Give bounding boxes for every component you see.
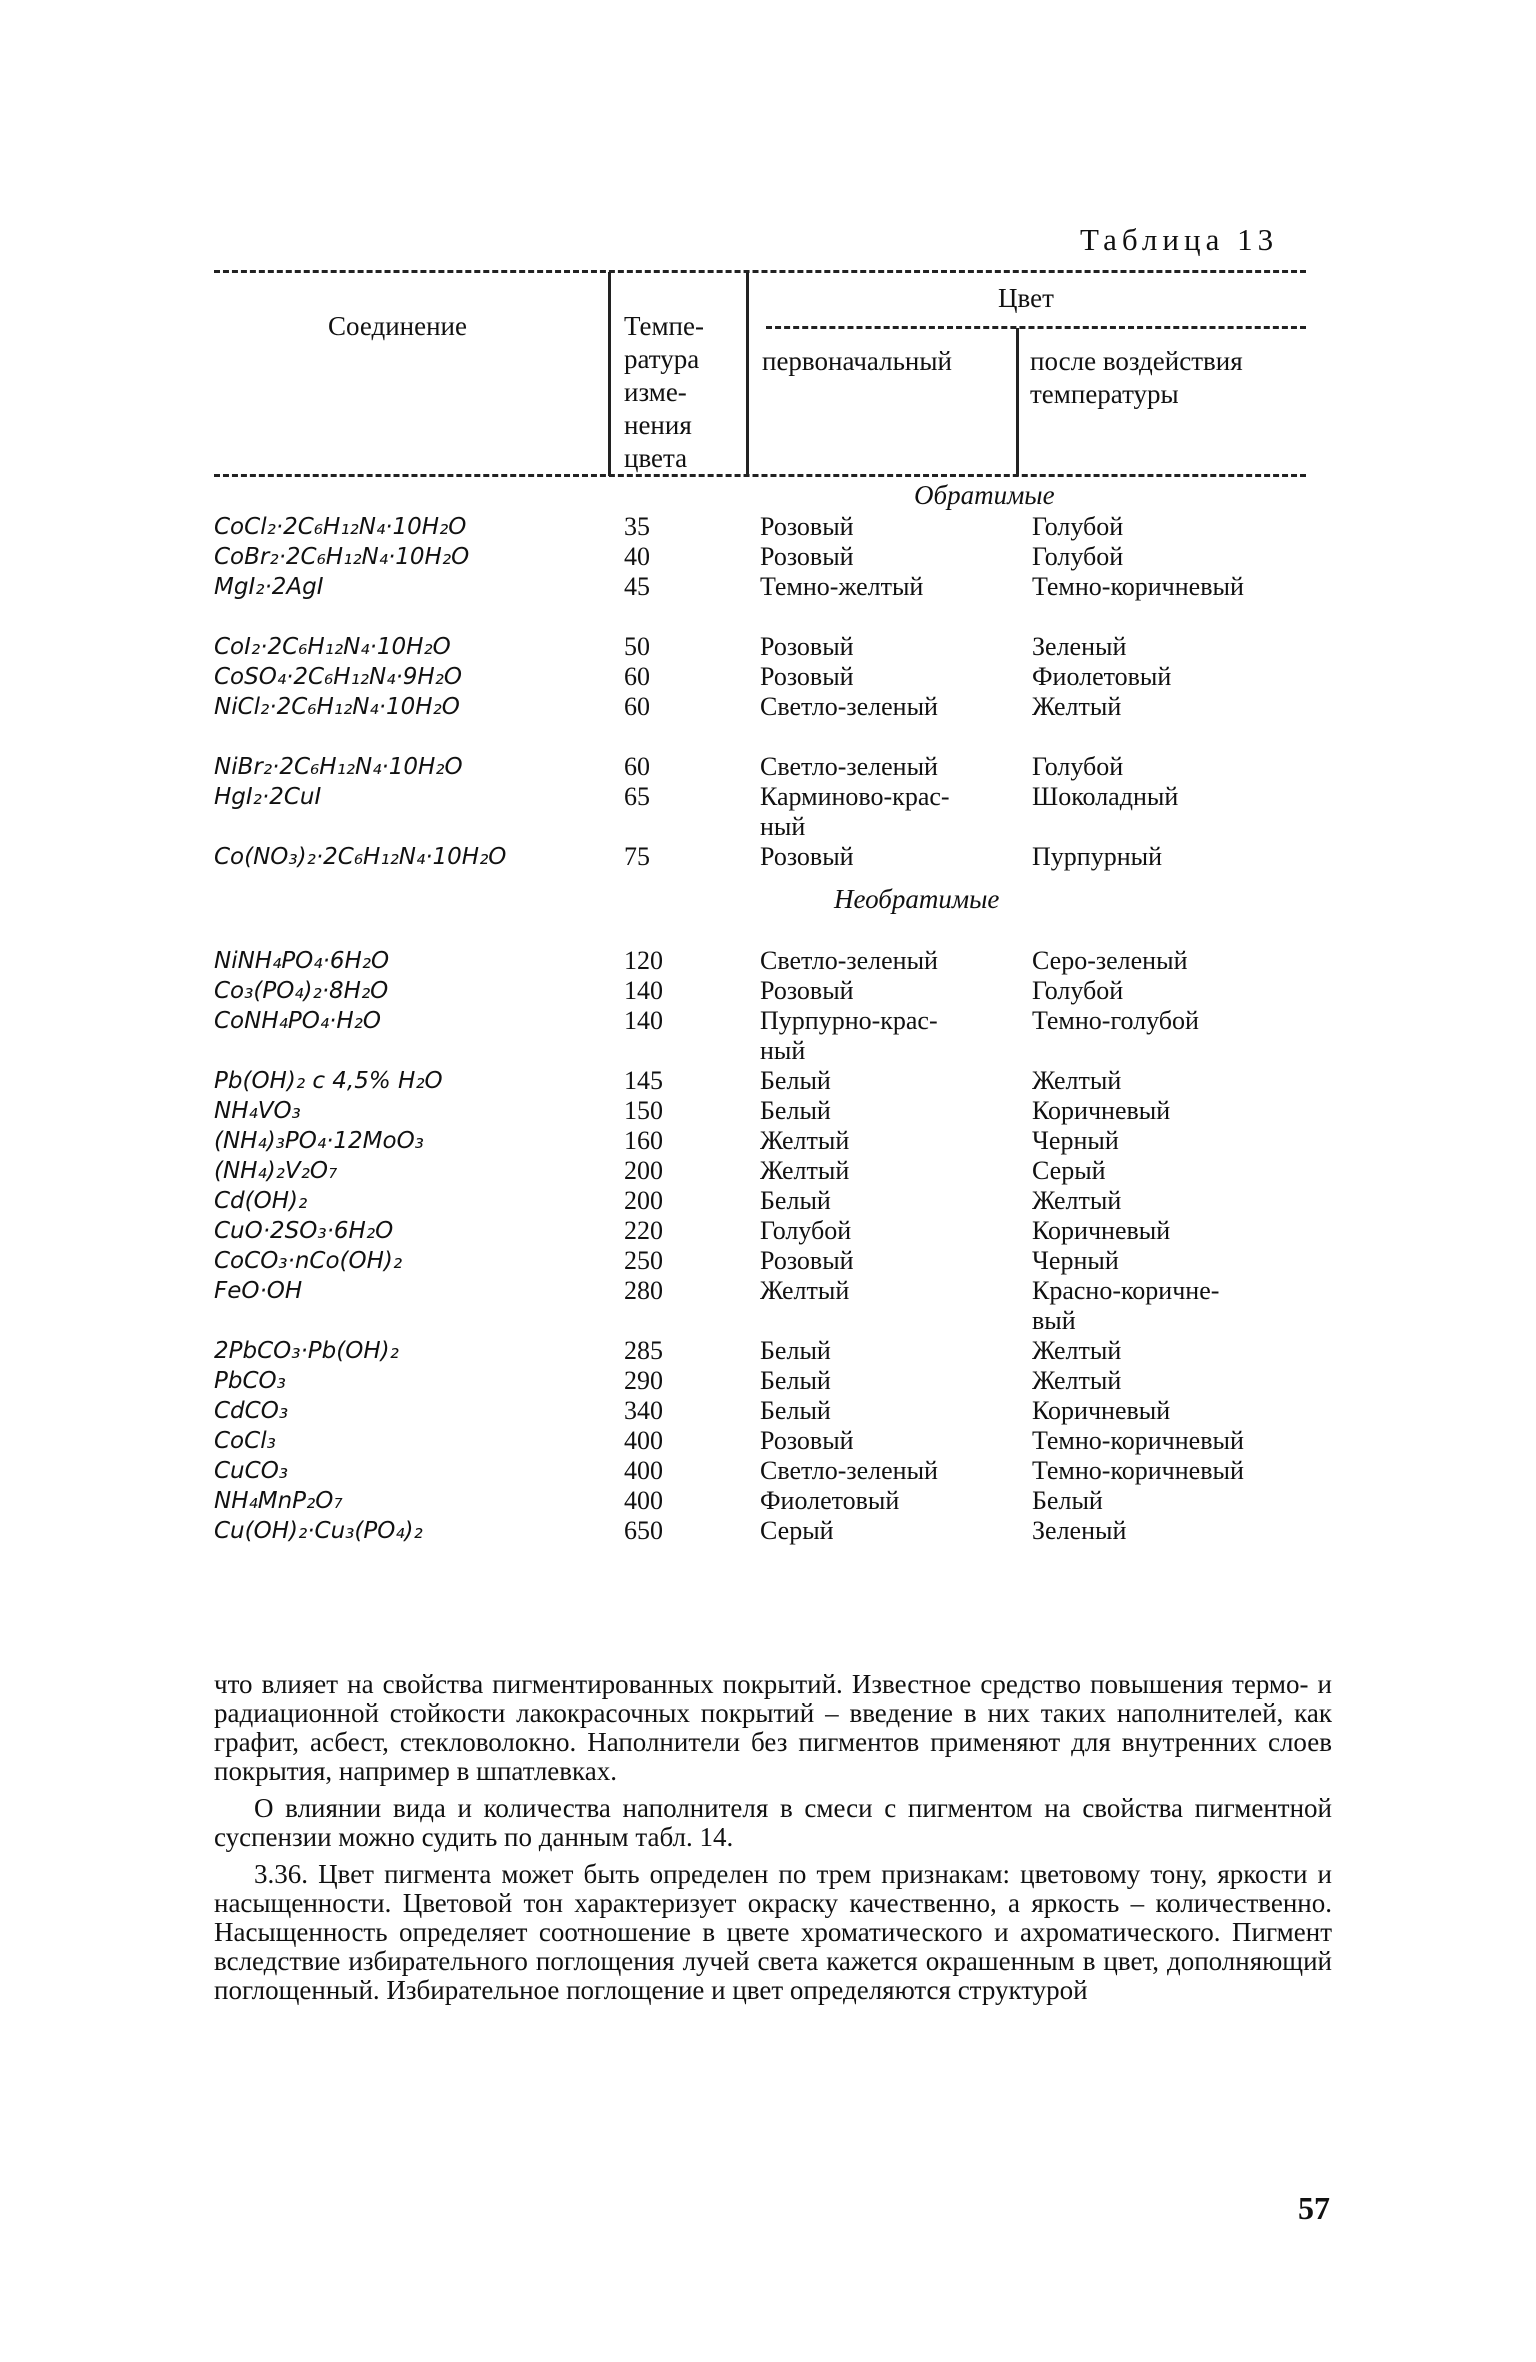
temperature-cell: 35 xyxy=(624,512,650,541)
row-gap xyxy=(214,722,1314,752)
compound-cell: NiNH₄PO₄·6H₂O xyxy=(214,948,390,974)
after-color-cell: Темно-коричневый xyxy=(1032,1426,1244,1455)
initial-color-cell: Белый xyxy=(760,1186,831,1215)
temperature-cell: 400 xyxy=(624,1456,663,1485)
group-title xyxy=(214,884,1314,916)
initial-color-cell: ный xyxy=(760,1036,806,1065)
compound-cell: CuCO₃ xyxy=(214,1458,289,1484)
temperature-cell: 65 xyxy=(624,782,650,811)
compound-cell: NH₄MnP₂O₇ xyxy=(214,1488,343,1514)
table-row xyxy=(214,1396,1314,1426)
table-row xyxy=(214,752,1314,782)
after-color-cell: Коричневый xyxy=(1032,1216,1171,1245)
initial-color-cell: Светло-зеленый xyxy=(760,1456,938,1485)
compound-cell: Cd(OH)₂ xyxy=(214,1188,308,1214)
column-divider-1 xyxy=(608,272,611,476)
table-row xyxy=(214,1126,1314,1156)
initial-color-cell: Темно-желтый xyxy=(760,572,924,601)
temperature-cell: 60 xyxy=(624,662,650,691)
temperature-cell: 650 xyxy=(624,1516,663,1545)
temperature-cell: 290 xyxy=(624,1366,663,1395)
compound-cell: CoCl₃ xyxy=(214,1428,276,1454)
compound-cell: FeO·OH xyxy=(214,1278,303,1304)
header-temperature: Темпе- ратура изме- нения цвета xyxy=(624,311,704,473)
compound-cell: CoCO₃·nCo(OH)₂ xyxy=(214,1248,403,1274)
paragraph: 3.36. Цвет пигмента может быть определен по трем признакам: цветовому тону, яркости и насыщенности. Цветовой тон характеризует окраску качественно, а яркость – количественно. Насыщенность определяет соотношение в цвете хроматического и ахроматического. Пигмент вследствие избирательного поглощения лучей света кажется окрашенным в цвет, дополняющий поглощенный. Избирательное поглощение и цвет определяются структурой xyxy=(214,1859,1332,2005)
initial-color-cell: Светло-зеленый xyxy=(760,752,938,781)
table-row xyxy=(214,812,1314,842)
temperature-cell: 400 xyxy=(624,1486,663,1515)
temperature-cell: 120 xyxy=(624,946,663,975)
table-row xyxy=(214,692,1314,722)
temperature-cell: 285 xyxy=(624,1336,663,1365)
after-color-cell: Серо-зеленый xyxy=(1032,946,1188,975)
compound-cell: NiBr₂·2C₆H₁₂N₄·10H₂O xyxy=(214,754,463,780)
table-row xyxy=(214,842,1314,872)
temperature-cell: 75 xyxy=(624,842,650,871)
table-row xyxy=(214,1336,1314,1366)
after-color-cell: Голубой xyxy=(1032,752,1124,781)
compound-cell: Cu(OH)₂·Cu₃(PO₄)₂ xyxy=(214,1518,423,1544)
temperature-cell: 150 xyxy=(624,1096,663,1125)
paragraph: О влиянии вида и количества наполнителя в смеси с пигментом на свойства пигментной суспензии можно судить по данным табл. 14. xyxy=(214,1793,1332,1852)
initial-color-cell: Желтый xyxy=(760,1156,850,1185)
table-row xyxy=(214,1456,1314,1486)
initial-color-cell: ный xyxy=(760,812,806,841)
compound-cell: Pb(OH)₂ с 4,5% H₂O xyxy=(214,1068,443,1094)
compound-cell: CuO·2SO₃·6H₂O xyxy=(214,1218,394,1244)
temperature-cell: 50 xyxy=(624,632,650,661)
column-divider-3 xyxy=(1016,328,1019,476)
table-body xyxy=(214,480,1314,1546)
initial-color-cell: Розовый xyxy=(760,1246,854,1275)
compound-cell: CoCl₂·2C₆H₁₂N₄·10H₂O xyxy=(214,514,467,540)
after-color-cell: Голубой xyxy=(1032,542,1124,571)
group-title-text: Обратимые xyxy=(914,480,1055,510)
header-color: Цвет xyxy=(998,283,1054,313)
color-split-rule xyxy=(766,326,1306,329)
table-row xyxy=(214,572,1314,602)
table-row xyxy=(214,1306,1314,1336)
table-row xyxy=(214,512,1314,542)
after-color-cell: Желтый xyxy=(1032,1366,1122,1395)
compound-cell: (NH₄)₃PO₄·12MoO₃ xyxy=(214,1128,424,1154)
compound-cell: CoBr₂·2C₆H₁₂N₄·10H₂O xyxy=(214,544,470,570)
after-color-cell: вый xyxy=(1032,1306,1076,1335)
compound-cell: 2PbCO₃·Pb(OH)₂ xyxy=(214,1338,399,1364)
temperature-cell: 200 xyxy=(624,1156,663,1185)
compound-cell: MgI₂·2AgI xyxy=(214,574,324,600)
after-color-cell: Желтый xyxy=(1032,1336,1122,1365)
compound-cell: CoSO₄·2C₆H₁₂N₄·9H₂O xyxy=(214,664,463,690)
temperature-cell: 160 xyxy=(624,1126,663,1155)
temperature-cell: 40 xyxy=(624,542,650,571)
group-title-text: Необратимые xyxy=(834,884,1000,914)
table-row xyxy=(214,1426,1314,1456)
compound-cell: (NH₄)₂V₂O₇ xyxy=(214,1158,338,1184)
initial-color-cell: Розовый xyxy=(760,976,854,1005)
column-divider-2 xyxy=(746,272,749,476)
table-row xyxy=(214,1096,1314,1126)
table-row xyxy=(214,1216,1314,1246)
initial-color-cell: Желтый xyxy=(760,1126,850,1155)
body-text xyxy=(214,1670,1332,2013)
initial-color-cell: Розовый xyxy=(760,542,854,571)
compound-cell: HgI₂·2CuI xyxy=(214,784,322,810)
initial-color-cell: Голубой xyxy=(760,1216,852,1245)
temperature-cell: 250 xyxy=(624,1246,663,1275)
after-color-cell: Желтый xyxy=(1032,1186,1122,1215)
table-row xyxy=(214,662,1314,692)
initial-color-cell: Белый xyxy=(760,1366,831,1395)
after-color-cell: Коричневый xyxy=(1032,1396,1171,1425)
after-color-cell: Зеленый xyxy=(1032,1516,1127,1545)
initial-color-cell: Желтый xyxy=(760,1276,850,1305)
table-row xyxy=(214,946,1314,976)
row-gap xyxy=(214,602,1314,632)
temperature-cell: 145 xyxy=(624,1066,663,1095)
after-color-cell: Серый xyxy=(1032,1156,1106,1185)
table-label: Таблица 13 xyxy=(1080,222,1279,257)
compound-cell: NiCl₂·2C₆H₁₂N₄·10H₂O xyxy=(214,694,460,720)
initial-color-cell: Пурпурно-крас- xyxy=(760,1006,938,1035)
table-row xyxy=(214,1276,1314,1306)
table-row xyxy=(214,1036,1314,1066)
after-color-cell: Белый xyxy=(1032,1486,1103,1515)
initial-color-cell: Розовый xyxy=(760,632,854,661)
compound-cell: NH₄VO₃ xyxy=(214,1098,301,1124)
temperature-cell: 140 xyxy=(624,976,663,1005)
after-color-cell: Пурпурный xyxy=(1032,842,1162,871)
table-row xyxy=(214,1066,1314,1096)
initial-color-cell: Белый xyxy=(760,1336,831,1365)
after-color-cell: Красно-коричне- xyxy=(1032,1276,1220,1305)
after-color-cell: Желтый xyxy=(1032,1066,1122,1095)
table-row xyxy=(214,1516,1314,1546)
initial-color-cell: Белый xyxy=(760,1066,831,1095)
after-color-cell: Черный xyxy=(1032,1246,1119,1275)
table-row xyxy=(214,542,1314,572)
after-color-cell: Желтый xyxy=(1032,692,1122,721)
header-bottom-rule xyxy=(214,474,1306,477)
table-row xyxy=(214,632,1314,662)
temperature-cell: 60 xyxy=(624,752,650,781)
table-row xyxy=(214,1246,1314,1276)
initial-color-cell: Светло-зеленый xyxy=(760,946,938,975)
initial-color-cell: Светло-зеленый xyxy=(760,692,938,721)
initial-color-cell: Розовый xyxy=(760,512,854,541)
initial-color-cell: Розовый xyxy=(760,842,854,871)
row-gap xyxy=(214,916,1314,946)
initial-color-cell: Фиолетовый xyxy=(760,1486,900,1515)
initial-color-cell: Розовый xyxy=(760,662,854,691)
compound-cell: CoI₂·2C₆H₁₂N₄·10H₂O xyxy=(214,634,451,660)
after-color-cell: Голубой xyxy=(1032,512,1124,541)
compound-cell: PbCO₃ xyxy=(214,1368,286,1394)
temperature-cell: 220 xyxy=(624,1216,663,1245)
temperature-cell: 200 xyxy=(624,1186,663,1215)
table-row xyxy=(214,1486,1314,1516)
compound-cell: CoNH₄PO₄·H₂O xyxy=(214,1008,381,1034)
temperature-cell: 280 xyxy=(624,1276,663,1305)
after-color-cell: Шоколадный xyxy=(1032,782,1179,811)
compound-cell: CdCO₃ xyxy=(214,1398,289,1424)
table-row xyxy=(214,1156,1314,1186)
after-color-cell: Зеленый xyxy=(1032,632,1127,661)
table-top-rule xyxy=(214,270,1306,273)
initial-color-cell: Карминово-крас- xyxy=(760,782,950,811)
after-color-cell: Темно-коричневый xyxy=(1032,1456,1244,1485)
compound-cell: Co(NO₃)₂·2C₆H₁₂N₄·10H₂O xyxy=(214,844,507,870)
temperature-cell: 340 xyxy=(624,1396,663,1425)
group-title xyxy=(214,480,1314,512)
table-row xyxy=(214,782,1314,812)
table-row xyxy=(214,976,1314,1006)
table-row xyxy=(214,1186,1314,1216)
after-color-cell: Темно-коричневый xyxy=(1032,572,1244,601)
after-color-cell: Черный xyxy=(1032,1126,1119,1155)
header-after-color: после воздействия температуры xyxy=(1030,346,1243,409)
header-compound: Соединение xyxy=(328,311,467,341)
initial-color-cell: Белый xyxy=(760,1396,831,1425)
table-row xyxy=(214,1006,1314,1036)
after-color-cell: Фиолетовый xyxy=(1032,662,1172,691)
initial-color-cell: Серый xyxy=(760,1516,834,1545)
after-color-cell: Темно-голубой xyxy=(1032,1006,1199,1035)
compound-cell: Co₃(PO₄)₂·8H₂O xyxy=(214,978,389,1004)
paragraph: что влияет на свойства пигментированных покрытий. Известное средство повышения термо- и радиационной стойкости лакокрасочных покрытий – введение в них таких наполнителей, как графит, асбест, стекловолокно. Наполнители без пигментов применяют для внутренних слоев покрытия, например в шпатлевках. xyxy=(214,1669,1332,1786)
after-color-cell: Голубой xyxy=(1032,976,1124,1005)
temperature-cell: 60 xyxy=(624,692,650,721)
temperature-cell: 400 xyxy=(624,1426,663,1455)
after-color-cell: Коричневый xyxy=(1032,1096,1171,1125)
initial-color-cell: Розовый xyxy=(760,1426,854,1455)
table-row xyxy=(214,1366,1314,1396)
temperature-cell: 45 xyxy=(624,572,650,601)
page-number: 57 xyxy=(1298,2190,1330,2226)
temperature-cell: 140 xyxy=(624,1006,663,1035)
initial-color-cell: Белый xyxy=(760,1096,831,1125)
header-initial-color: первоначальный xyxy=(762,346,952,376)
